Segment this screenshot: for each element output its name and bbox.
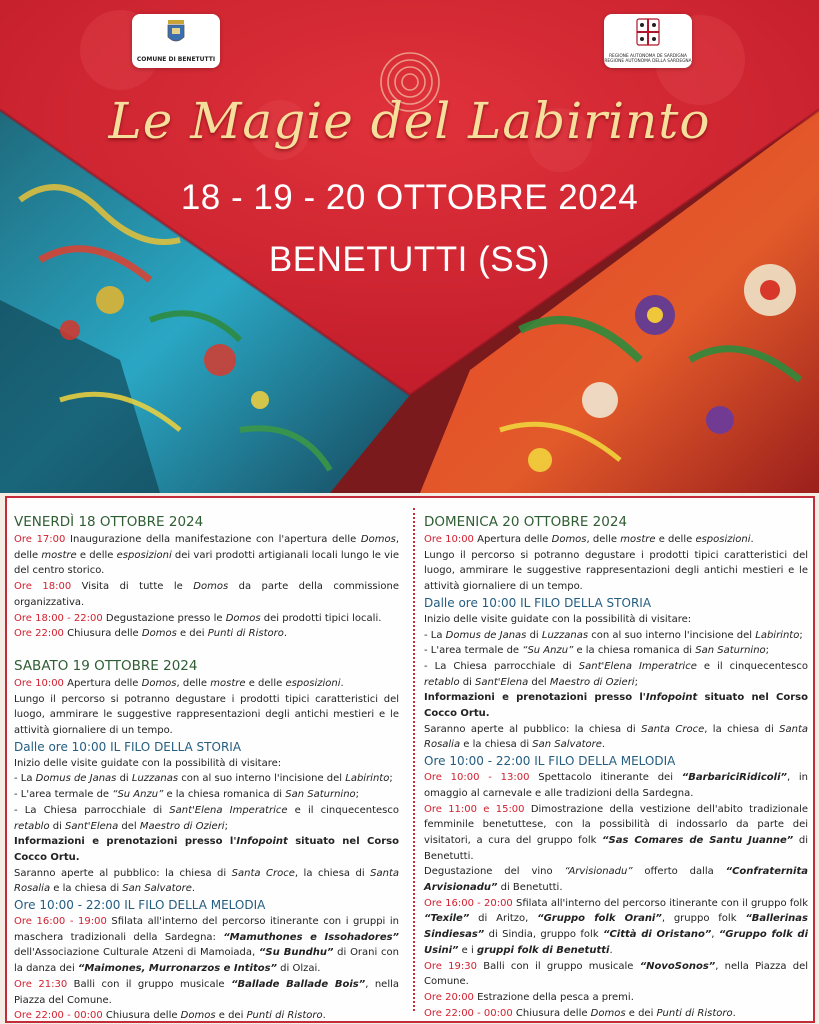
sunday-event-1: Ore 10:00 Apertura delle Domos, delle mostre e delle esposizioni. [424, 534, 754, 545]
sunday-event-3: Ore 11:00 e 15:00 Dimostrazione della vestizione dell'abito tradizionale femminile benetuttese, con la possibilità di indossarlo da parte dei visitatori, a cura del gruppo folk “Sas Comares de Santu Juanne” di Benetutti. [424, 803, 808, 862]
event-time: Ore 10:00 [424, 534, 474, 545]
event-time: Ore 21:30 [14, 978, 68, 990]
saturday-tour-item-2: - L'area termale de “Su Anzu” e la chiesa romanica di San Saturnino; [14, 789, 360, 801]
event-time: Ore 22:00 - 00:00 [424, 1007, 513, 1019]
friday-event-4: Ore 22:00 Chiusura delle Domos e dei Punti di Ristoro. [14, 628, 288, 640]
saturday-event-1: Ore 10:00 Apertura delle Domos, delle mostre e delle esposizioni. [14, 677, 344, 689]
saturday-churches: Saranno aperte al pubblico: la chiesa di Santa Croce, la chiesa di Santa Rosalia e la chiesa di San Salvatore. [14, 867, 400, 895]
event-time: Ore 20:00 [424, 991, 474, 1003]
event-place: BENETUTTI (SS) [268, 240, 551, 279]
saturday-section-storia: Dalle ore 10:00 IL FILO DELLA STORIA [14, 739, 242, 754]
sunday-description: Lungo il percorso si potranno degustare i prodotti tipici caratteristici del luogo, ammirare le suggestive rappresentazioni degli antichi mestieri e le attività giornaliere di un tempo. [424, 549, 808, 593]
comune-logo-caption: COMUNE DI BENETUTTI [136, 56, 216, 63]
saturday-section-melodia: Ore 10:00 - 22:00 IL FILO DELLA MELODIA [14, 898, 266, 913]
saturday-event-3: Ore 21:30 Balli con il gruppo musicale “Ballade Ballade Bois”, nella Piazza del Comune. [14, 978, 400, 1006]
saturday-event-4: Ore 22:00 - 00:00 Chiusura delle Domos e dei Punti di Ristoro. [14, 1010, 326, 1022]
event-time: Ore 22:00 - 00:00 [14, 1010, 103, 1022]
hero-banner [0, 0, 819, 493]
program-right-column [424, 510, 808, 1021]
saturday-event-2: Ore 16:00 - 19:00 Sfilata all'interno del percorso itinerante con i gruppi in maschera tradizionali della Sardegna: “Mamuthones e Issohadores” dell'Associazione Culturale Atzeni di Mamoiada, “Su Bundhu” di Orani con la danza dei “Maimones, Murronarzos e Intitos” di Olzai. [14, 916, 400, 975]
sunday-event-2: Ore 10:00 - 13:00 Spettacolo itinerante dei “BarbariciRidicoli”, in omaggio al carnevale e alle tradizioni della Sardegna. [424, 772, 808, 799]
regione-flag-icon [604, 14, 692, 54]
event-time: Ore 11:00 e 15:00 [424, 803, 525, 815]
day-heading-friday: VENERDÌ 18 OTTOBRE 2024 [14, 514, 204, 530]
sunday-event-7: Ore 20:00 Estrazione della pesca a premi. [424, 991, 634, 1003]
event-time: Ore 10:00 - 13:00 [424, 772, 530, 784]
sunday-tour-item-1: - La Domus de Janas di Luzzanas con al suo interno l'incisione del Labirinto; [424, 629, 803, 641]
program-panel [5, 496, 815, 1023]
sunday-tour-item-2: - L'area termale de “Su Anzu” e la chiesa romanica di San Saturnino; [424, 645, 770, 657]
sunday-section-melodia: Ore 10:00 - 22:00 IL FILO DELLA MELODIA [424, 754, 676, 769]
saturday-tour-item-1: - La Domus de Janas di Luzzanas con al suo interno l'incisione del Labirinto; [14, 773, 393, 785]
sunday-event-6: Ore 19:30 Balli con il gruppo musicale “NovoSonos”, nella Piazza del Comune. [424, 960, 809, 988]
event-time: Ore 10:00 [14, 677, 64, 689]
day-heading-saturday: SABATO 19 OTTOBRE 2024 [14, 657, 198, 674]
event-time: Ore 18:00 [14, 581, 72, 593]
event-time: Ore 19:30 [424, 960, 478, 972]
sunday-tour-item-3: - La Chiesa parrocchiale di Sant'Elena Imperatrice e il cinquecentesco retablo di Sant'Elena del Maestro di Ozieri; [424, 660, 808, 688]
day-heading-sunday: DOMENICA 20 OTTOBRE 2024 [424, 514, 628, 530]
event-time: Ore 16:00 - 20:00 [424, 897, 513, 909]
friday-event-3: Ore 18:00 - 22:00 Degustazione presso le Domos dei prodotti tipici locali. [14, 612, 382, 624]
regione-logo-caption [604, 54, 692, 64]
sunday-wine-tasting: Degustazione del vino “Arvisionadu” offerto dalla “Confraternita Arvisionadu” di Benetutti. [424, 866, 808, 894]
sunday-event-5: Ore 16:00 - 20:00 Sfilata all'interno del percorso itinerante con il gruppo folk “Texile” di Aritzo, “Gruppo folk Orani”, gruppo folk “Ballerinas Sindiesas” di Sindia, gruppo folk “Città di Oristano”, “Gruppo folk di Usini” e i gruppi folk di Benetutti. [424, 897, 809, 956]
friday-event-2: Ore 18:00 Visita di tutte le Domos da parte della commissione organizzativa. [14, 581, 400, 608]
sunday-section-storia: Dalle ore 10:00 IL FILO DELLA STORIA [424, 595, 652, 610]
saturday-info: Informazioni e prenotazioni presso l'Infopoint situato nel Corso Cocco Ortu. [14, 836, 399, 863]
event-time: Ore 22:00 [14, 628, 64, 640]
regione-caption-line-2: REGIONE AUTONOMA DELLA SARDEGNA [604, 59, 692, 64]
saturday-tour-intro: Inizio delle visite guidate con la possibilità di visitare: [14, 757, 282, 769]
sunday-info: Informazioni e prenotazioni presso l'Infopoint situato nel Corso Cocco Ortu. [424, 692, 808, 720]
event-title: Le Magie del Labirinto [108, 92, 711, 150]
event-time: Ore 18:00 - 22:00 [14, 612, 103, 624]
column-divider [413, 508, 415, 1011]
sunday-tour-intro: Inizio delle visite guidate con la possibilità di visitare: [424, 613, 692, 625]
coat-of-arms-icon [132, 14, 220, 54]
sunday-churches: Saranno aperte al pubblico: la chiesa di Santa Croce, la chiesa di Santa Rosalia e la chiesa di San Salvatore. [424, 723, 809, 751]
event-time: Ore 16:00 - 19:00 [14, 916, 107, 928]
saturday-description: Lungo il percorso si potranno degustare i prodotti tipici caratteristici del luogo, ammirare le suggestive rappresentazioni degli antichi mestieri e le attività giornaliere di un tempo. [14, 693, 399, 737]
event-time: Ore 17:00 [14, 534, 66, 545]
friday-event-1: Ore 17:00 Inaugurazione della manifestazione con l'apertura delle Domos, delle mostre e delle esposizioni dei vari prodotti artigianali locali lungo le vie del centro storico. [14, 534, 399, 577]
saturday-tour-item-3: - La Chiesa parrocchiale di Sant'Elena Imperatrice e il cinquecentesco retablo di Sant'Elena del Maestro di Ozieri; [14, 804, 399, 832]
sunday-event-8: Ore 22:00 - 00:00 Chiusura delle Domos e dei Punti di Ristoro. [424, 1007, 736, 1019]
comune-logo [132, 14, 220, 68]
event-dates: 18 - 19 - 20 OTTOBRE 2024 [180, 178, 639, 217]
regione-caption-line-1: REGIONE AUTONOMA DE SARDIGNA [609, 54, 687, 59]
regione-logo [604, 14, 692, 68]
program-left-column [14, 510, 399, 1024]
